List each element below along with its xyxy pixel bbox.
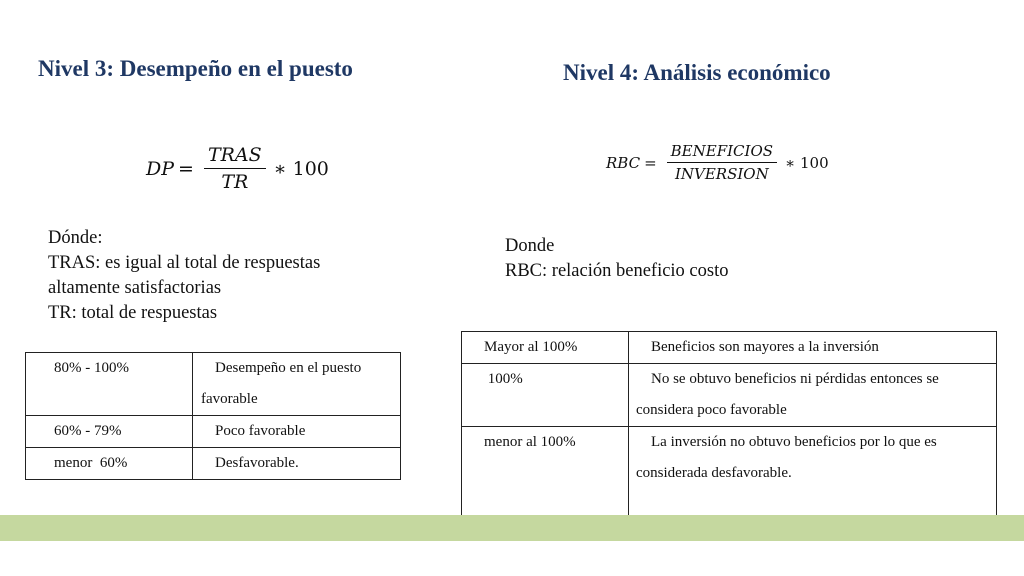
level-4-rating-table — [461, 331, 997, 517]
range-text: 100% — [484, 371, 523, 387]
description-text: La inversión no obtuvo beneficios por lo que es — [651, 434, 937, 450]
table-row — [26, 353, 401, 416]
description-text: considerada desfavorable. — [636, 465, 792, 481]
formula-lhs: DP — [146, 157, 175, 180]
definition-line: altamente satisfactorias — [48, 278, 222, 298]
definition-line: TR: total de respuestas — [48, 303, 218, 323]
description-text: No se obtuvo beneficios ni pérdidas entonces se — [651, 371, 939, 387]
description-text: considera poco favorable — [636, 402, 787, 418]
dp-formula — [146, 144, 329, 193]
range-cell — [26, 416, 193, 448]
formula-fraction — [204, 144, 266, 193]
description-text: Desempeño en el puesto — [215, 360, 362, 376]
formula-equals: = — [178, 157, 194, 180]
range-cell — [26, 448, 193, 480]
range-text: menor 60% — [54, 455, 128, 471]
formula-fraction — [667, 142, 777, 183]
range-text: menor al 100% — [484, 434, 576, 450]
formula-multiplier: ∗ 100 — [273, 157, 329, 180]
range-cell — [462, 332, 629, 364]
definition-line: RBC: relación beneficio costo — [505, 261, 729, 281]
formula-multiplier: ∗ 100 — [785, 153, 829, 172]
description-text: Poco favorable — [215, 423, 306, 439]
level-4-definitions — [505, 234, 728, 284]
table-row — [26, 448, 401, 480]
description-text: favorable — [201, 391, 258, 407]
description-cell — [193, 448, 401, 480]
range-cell — [462, 427, 629, 517]
range-text: Mayor al 100% — [484, 339, 578, 355]
definition-line: Dónde: — [48, 228, 103, 248]
range-cell — [462, 364, 629, 427]
table-row — [462, 332, 997, 364]
formula-numerator: TRAS — [204, 144, 266, 169]
level-3-title: Nivel 3: Desempeño en el puesto — [38, 56, 353, 81]
table-row — [462, 427, 997, 517]
range-text: 80% - 100% — [54, 360, 129, 376]
description-cell — [629, 332, 997, 364]
formula-denominator: TR — [221, 171, 249, 193]
table-row — [26, 416, 401, 448]
definition-line: TRAS: es igual al total de respuestas — [48, 253, 321, 273]
description-text: Desfavorable. — [215, 455, 299, 471]
description-cell — [193, 353, 401, 416]
description-cell — [629, 364, 997, 427]
table-row — [462, 364, 997, 427]
description-cell — [629, 427, 997, 517]
range-cell — [26, 353, 193, 416]
definition-line: Donde — [505, 236, 555, 256]
footer-accent-band — [0, 515, 1024, 541]
formula-denominator: INVERSION — [674, 165, 769, 183]
level-3-definitions — [48, 226, 320, 326]
formula-equals: = — [644, 153, 657, 172]
rbc-formula — [606, 142, 829, 183]
formula-lhs: RBC — [606, 153, 641, 172]
level-3-rating-table — [25, 352, 401, 480]
description-cell — [193, 416, 401, 448]
description-text: Beneficios son mayores a la inversión — [651, 339, 879, 355]
formula-numerator: BENEFICIOS — [667, 142, 777, 163]
level-4-title: Nivel 4: Análisis económico — [563, 60, 831, 85]
range-text: 60% - 79% — [54, 423, 122, 439]
